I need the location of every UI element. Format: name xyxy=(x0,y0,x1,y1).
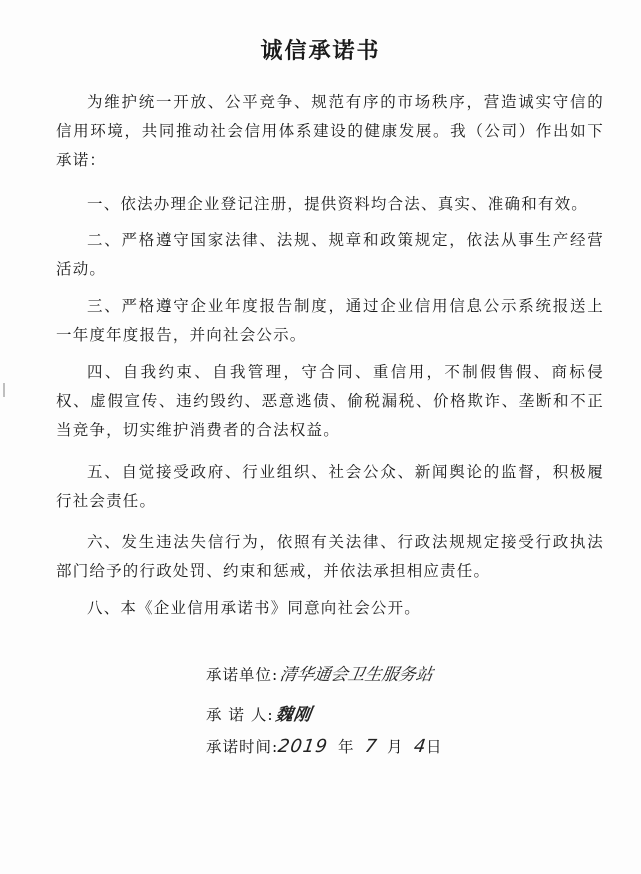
signature-unit-row xyxy=(206,660,433,685)
commitment-item-5 xyxy=(56,458,604,516)
commitment-text: 一、依法办理企业登记注册，提供资料均合法、真实、准确和有效。 xyxy=(87,195,589,213)
scan-edge-mark xyxy=(3,383,5,397)
commitment-text: 四、自我约束、自我管理，守合同、重信用，不制假售假、商标侵权、虚假宣传、违约毁约、恶意逃债、偷税漏税、价格欺诈、垄断和不正当竞争，切实维护消费者的合法权益。 xyxy=(56,363,604,439)
commitment-text: 六、发生违法失信行为，依照有关法律、行政法规规定接受行政执法部门给予的行政处罚、约束和惩戒，并依法承担相应责任。 xyxy=(56,533,604,580)
document-title: 诚信承诺书 xyxy=(260,39,381,64)
unit-handwritten-value: 清华通会卫生服务站 xyxy=(278,665,435,685)
time-label: 承诺时间: xyxy=(206,738,279,756)
month-handwritten-value: 7 xyxy=(363,736,379,757)
commitment-item-1 xyxy=(56,190,604,219)
commitment-item-6 xyxy=(56,528,604,586)
day-label: 日 xyxy=(425,738,443,756)
commitment-item-8 xyxy=(56,594,604,623)
commitment-item-3 xyxy=(56,292,604,350)
signature-time-row xyxy=(206,735,443,757)
person-handwritten-signature: 魏刚 xyxy=(273,705,313,725)
intro-text: 为维护统一开放、公平竞争、规范有序的市场秩序，营造诚实守信的信用环境，共同推动社会信用体系建设的健康发展。我（公司）作出如下承诺： xyxy=(56,93,604,169)
signature-person-row xyxy=(206,700,312,725)
commitment-text: 五、自觉接受政府、行业组织、社会公众、新闻舆论的监督，积极履行社会责任。 xyxy=(56,463,604,510)
month-label: 月 xyxy=(387,738,404,756)
person-label: 承 诺 人: xyxy=(206,706,274,724)
commitment-item-2 xyxy=(56,226,604,284)
year-handwritten-value: 2019 xyxy=(276,736,330,757)
commitment-text: 二、严格遵守国家法律、法规、规章和政策规定，依法从事生产经营活动。 xyxy=(56,231,604,278)
day-handwritten-value: 4 xyxy=(412,736,428,757)
year-label: 年 xyxy=(338,738,355,756)
commitment-text: 八、本《企业信用承诺书》同意向社会公开。 xyxy=(87,599,422,617)
intro-paragraph xyxy=(56,88,604,175)
commitment-item-4 xyxy=(56,358,604,445)
unit-label: 承诺单位: xyxy=(206,666,279,684)
commitment-text: 三、严格遵守企业年度报告制度，通过企业信用信息公示系统报送上一年度年度报告，并向社会公示。 xyxy=(56,297,604,344)
